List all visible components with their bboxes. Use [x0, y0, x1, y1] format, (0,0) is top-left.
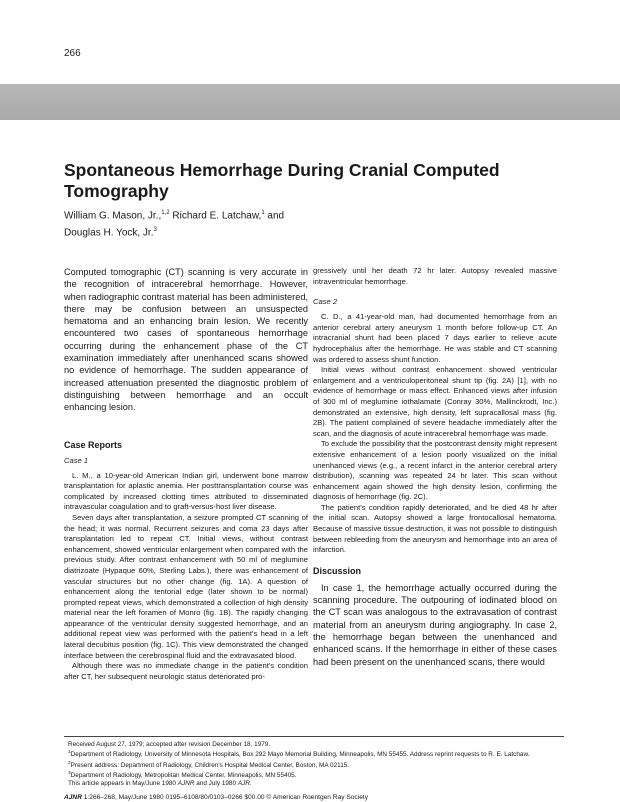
author-3-affiliation: 3: [153, 227, 157, 234]
case-1-continuation: gressively until her death 72 hr later. Autopsy revealed massive intraventricular hemorrhage.: [313, 266, 557, 286]
discussion-paragraph: In case 1, the hemorrhage actually occurred during the scanning procedure. The outpouring of iodinated blood on the CT scan was analogous to the extravasation of contrast material from an aneurysm during angiography. In case 2, the hemorrhage began between the unenhanced and enhanced scans. If the hemorrhage in either of these cases had been present on the unenhanced scans, there would: [313, 582, 557, 667]
footnote-2: [64, 760, 564, 770]
footnote-2-text: Present address: Department of Radiology, Children's Hospital Medical Center, Boston, MA 02115.: [70, 761, 350, 769]
case-1-paragraph: Seven days after transplantation, a seizure prompted CT scanning of the head; it was normal. Recurrent seizures and coma 23 days after transplantation led to repeat CT. Initial views, without contrast enhancement, showed ventricular enlargement when compared with the previous study. After contrast enhancement with 50 ml of meglumine diatrizoate (Hypaque 60%, Sterling Labs.), there was enhancement of vascular structures but no other change (fig. 1A). A question of enhancement along the tentorial edge (later shown to be normal) prompted repeat views, which demonstrated a collection of high density material near the left foramen of Monro (fig. 1B). The rapidly changing appearance of the ventricular density suggested hemorrhage, and an additional repeat view was performed with the patient's head in a left lateral decubitus position (fig. 1C). This view demonstrated the changed interface between the cerebrospinal fluid and the extravasated blood.: [64, 512, 308, 660]
author-conjunction: and: [264, 210, 285, 222]
author-1-affiliation: 1,2: [161, 210, 170, 216]
case-2-paragraph: C. D., a 41-year-old man, had documented hemorrhage from an anterior cerebral artery aneurysm 1 month before follow-up CT. An intracranial shunt had been placed 7 days earlier to relieve acute hydrocephalus after the hemorrhage. He was stable and CT scanning was ordered to assess shunt function.: [313, 312, 557, 364]
author-2: Richard E. Latchaw,: [169, 210, 262, 222]
right-column: [313, 266, 557, 668]
header-band: [0, 84, 620, 120]
case-2-paragraph: Initial views without contrast enhancement showed ventricular enlargement and a ventriculoperitoneal shunt tip (fig. 2A) [1], with no evidence of hemorrhage or mass effect. Enhanced views after infusion of 300 ml of meglumine iothalamate (Conray 30%, Mallinckrodt, Inc.) demonstrated an extensive, high density, left supracallosal mass (fig. 2B). The patient complained of severe headache immediately after the scan, and the diagnosis of acute intracerebral hemorrhage was made.: [313, 365, 557, 438]
author-list: [64, 206, 384, 241]
footnote-1-marker: 1: [68, 750, 71, 756]
author-3: Douglas H. Yock, Jr.: [64, 227, 154, 239]
case-reports-heading: Case Reports: [64, 439, 123, 450]
footer-citation: [64, 794, 584, 801]
case-1-paragraph: L. M., a 10-year-old American Indian girl, underwent bone marrow transplantation for aplastic anemia. Her posttransplantation course was complicated by increased clotting times attributed to disseminated intravascular coagulation and to graft-versus-host liver disease.: [64, 470, 308, 512]
received-note: Received August 27, 1979; accepted after revision December 18, 1979.: [68, 741, 271, 748]
case-2-paragraph: The patient's condition rapidly deteriorated, and he died 48 hr after the initial scan. Autopsy showed a large frontocallosal hematoma. Because of massive tissue destruction, it was not possible to distinguish between rebleeding from the aneurysm and hemorrhage into an area of infarction.: [313, 502, 557, 555]
abstract: Computed tomographic (CT) scanning is very accurate in the recognition of intracerebral hemorrhage. However, when radiographic contrast material has been administered, there may be confusion between an unsuspected hematoma and an enhancing brain lesion. We recently encountered two cases of spontaneous hemorrhage occurring during the enhancement phase of the CT examination immediately after unenhanced scans showed no evidence of hemorrhage. The sudden appearance of increased attenuation presented the diagnostic problem of distinguishing between hemorrhage and an occult enhancing lesion.: [64, 267, 308, 413]
footnote-1-text: Department of Radiology, University of Minnesota Hospitals, Box 292 Mayo Memorial Building, Minneapolis, MN 55455. Address reprint requests to R. E. Latchaw.: [70, 751, 530, 759]
case-2-label: Case 2: [313, 297, 338, 307]
case-2-paragraph: To exclude the possibility that the postcontrast density might represent extensive enhancement of a lesion poorly visualized on the initial unenhanced views (e.g., a recent infarct in the anterior cerebral artery distribution), scanning was repeated 24 hr later. This scan without enhancement again showed the high density lesion, confirming the diagnosis of hemorrhage (fig. 2C).: [313, 439, 557, 502]
appearance-note: This article appears in May/June 1980 AJNR and July 1980 AJR.: [68, 780, 252, 788]
author-2-affiliation: 1: [261, 210, 265, 216]
footer-citation-text: 1:266–268, May/June 1980 0195–6108/80/0103–0266 $00.00 © American Roentgen Ray Society: [81, 794, 368, 801]
page-number: 266: [64, 48, 81, 59]
footnote-3-text: Department of Radiology, Metropolitan Medical Center, Minneapolis, MN 55405.: [70, 771, 297, 779]
footnote-3: [64, 770, 564, 780]
discussion-heading: Discussion: [313, 565, 362, 576]
footer-journal: AJNR: [64, 794, 82, 801]
footnote-3-marker: 3: [68, 770, 71, 776]
left-column: [64, 266, 308, 682]
journal-abbrev: AJR: [237, 780, 250, 788]
footnote-1: [64, 749, 564, 759]
author-1: William G. Mason, Jr.,: [64, 210, 162, 222]
footnotes: [64, 736, 564, 788]
footnote-2-marker: 2: [68, 760, 71, 766]
case-1-label: Case 1: [64, 455, 89, 465]
case-1-paragraph: Although there was no immediate change in the patient's condition after CT, her subsequent neurologic status deteriorated pro-: [64, 661, 308, 681]
article-title: Spontaneous Hemorrhage During Cranial Computed Tomography: [64, 160, 500, 201]
journal-abbrev: AJNR: [177, 780, 195, 788]
